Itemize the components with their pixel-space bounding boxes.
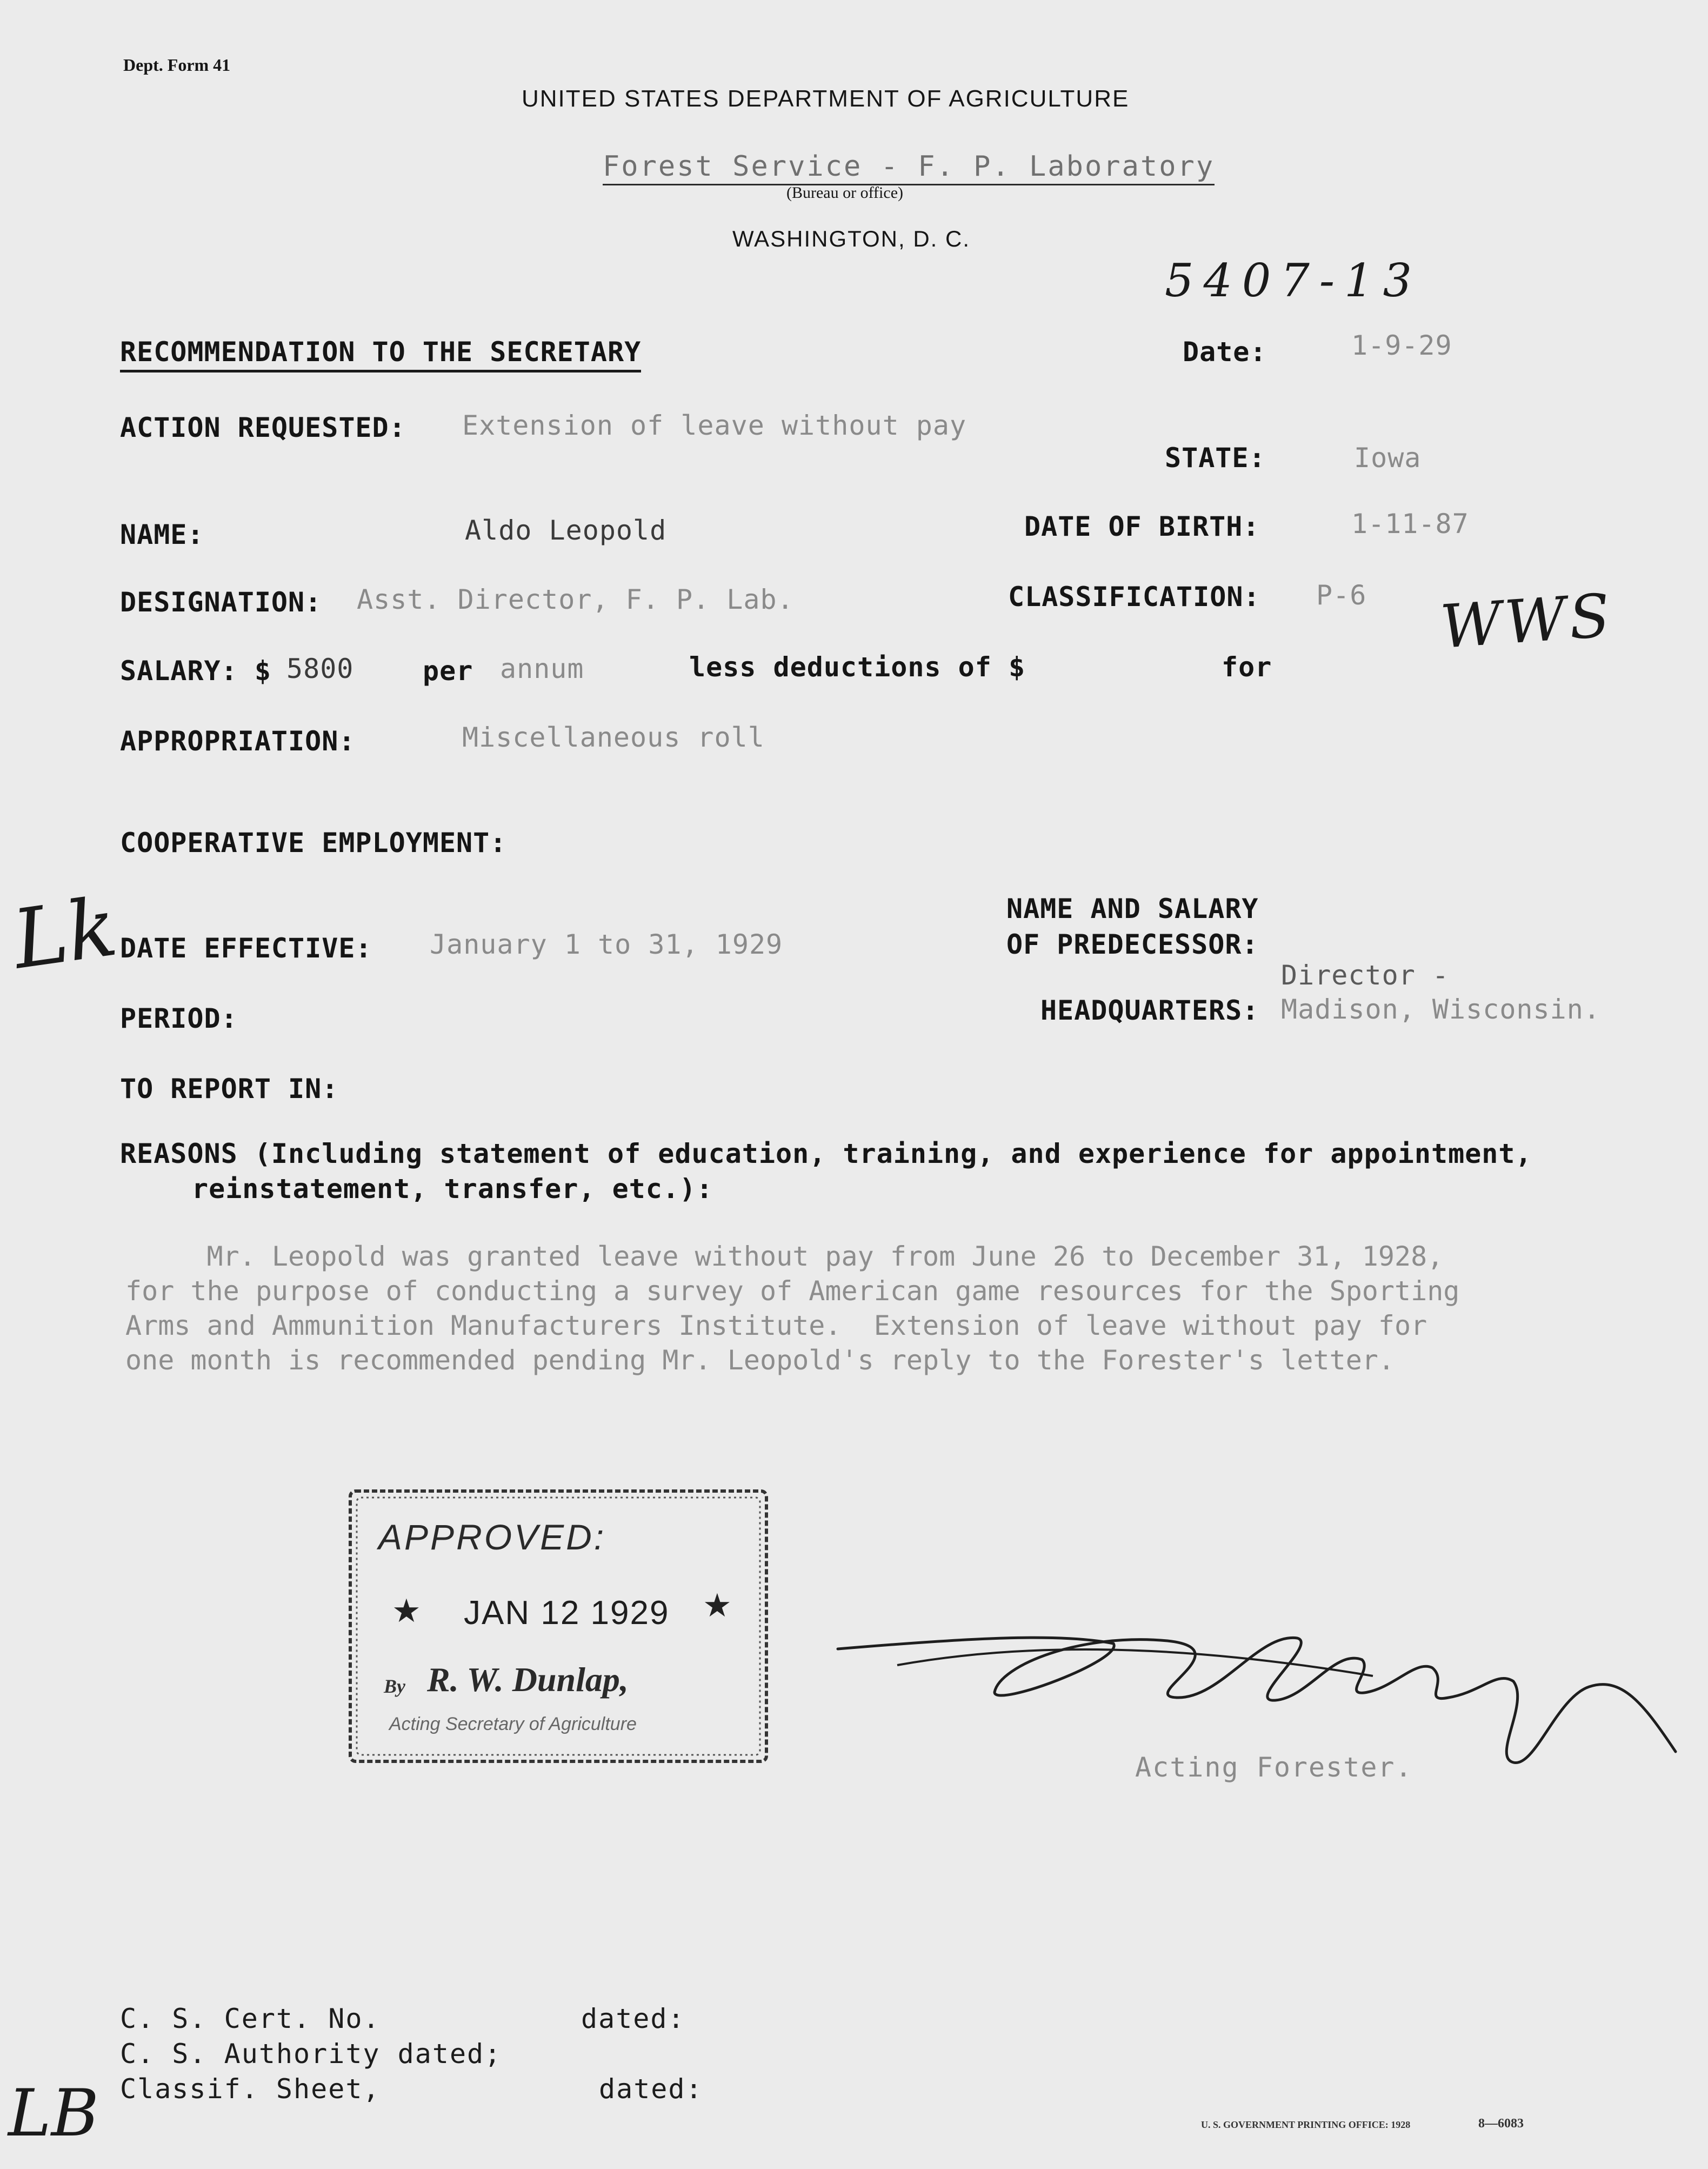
stamp-star-left-icon: ★ [392,1593,421,1629]
predecessor-label-line1: NAME AND SALARY [1006,893,1259,924]
cs-cert-label: C. S. Cert. No. [120,2003,381,2034]
stamp-heading: APPROVED: [378,1517,606,1557]
state-label: STATE: [1165,442,1266,474]
stamp-by-label: By [384,1675,405,1697]
city: WASHINGTON, D. C. [732,226,971,251]
date-value: 1-9-29 [1351,330,1452,361]
classification-label: CLASSIFICATION: [1008,581,1260,613]
name-label: NAME: [120,519,204,550]
action-value: Extension of leave without pay [462,410,967,441]
for-label: for [1222,651,1272,683]
salary-label: SALARY: $ [120,655,271,687]
state-value: Iowa [1354,442,1422,474]
per-value: annum [500,653,584,684]
headquarters-value: Madison, Wisconsin. [1281,994,1600,1025]
form-number: Dept. Form 41 [123,55,231,75]
bureau-caption: (Bureau or office) [786,184,904,202]
period-label: PERIOD: [120,1003,238,1034]
dob-value: 1-11-87 [1351,508,1469,540]
appropriation-label: APPROPRIATION: [120,726,356,757]
reasons-label-line1: REASONS (Including statement of education, training, and experience for appointment, [120,1138,1532,1169]
appropriation-value: Miscellaneous roll [462,722,765,753]
deductions-label: less deductions of $ [689,651,1026,683]
classif-sheet-label: Classif. Sheet, [120,2073,381,2105]
action-label: ACTION REQUESTED: [120,412,406,443]
classif-sheet-dated-label: dated: [599,2073,703,2105]
designation-value: Asst. Director, F. P. Lab. [357,584,794,615]
print-number: 8—6083 [1478,2117,1524,2131]
cooperative-employment-label: COOPERATIVE EMPLOYMENT: [120,827,507,859]
reasons-text: Mr. Leopold was granted leave without pay from June 26 to December 31, 1928, for the purpose of conducting a survey of American game resources for the Sporting Arms and Ammunition Manufacturers Institute. Extension of leave without pay for one month is recommended pending Mr. Leopold's reply to the Forester's letter. [125,1241,1460,1376]
stamp-signer: R. W. Dunlap, [427,1660,629,1699]
date-label: Date: [1183,336,1267,368]
handwritten-bottom-initials: LB [8,2076,99,2151]
cs-cert-dated-label: dated: [581,2003,685,2034]
predecessor-label-line2: OF PREDECESSOR: [1006,929,1259,960]
salary-value: 5800 [286,653,354,684]
predecessor-value: Director - [1281,960,1450,991]
stamp-title: Acting Secretary of Agriculture [389,1714,637,1734]
stamp-date: JAN 12 1929 [464,1594,670,1632]
signature-title: Acting Forester. [1135,1752,1413,1783]
dob-label: DATE OF BIRTH: [1024,511,1260,542]
designation-label: DESIGNATION: [120,587,322,618]
cs-authority-label: C. S. Authority dated; [120,2038,502,2070]
reasons-label-line2: reinstatement, transfer, etc.): [192,1173,713,1205]
name-value: Aldo Leopold [465,515,667,546]
date-effective-value: January 1 to 31, 1929 [430,929,783,960]
handwritten-initials-wws: WWS [1438,581,1616,662]
report-in-label: TO REPORT IN: [120,1073,339,1105]
per-label: per [423,655,473,687]
department-title: UNITED STATES DEPARTMENT OF AGRICULTURE [522,85,1130,112]
handwritten-file-number: 5407-13 [1165,254,1422,307]
classification-value: P-6 [1316,580,1367,611]
form-title: RECOMMENDATION TO THE SECRETARY [120,336,641,372]
handwritten-margin-initials: Lk [7,880,123,988]
printer-imprint: U. S. GOVERNMENT PRINTING OFFICE: 1928 [1201,2119,1411,2130]
stamp-star-right-icon: ★ [703,1587,732,1624]
headquarters-label: HEADQUARTERS: [1040,995,1259,1026]
bureau-name: Forest Service - F. P. Laboratory [603,150,1215,185]
date-effective-label: DATE EFFECTIVE: [120,933,372,964]
